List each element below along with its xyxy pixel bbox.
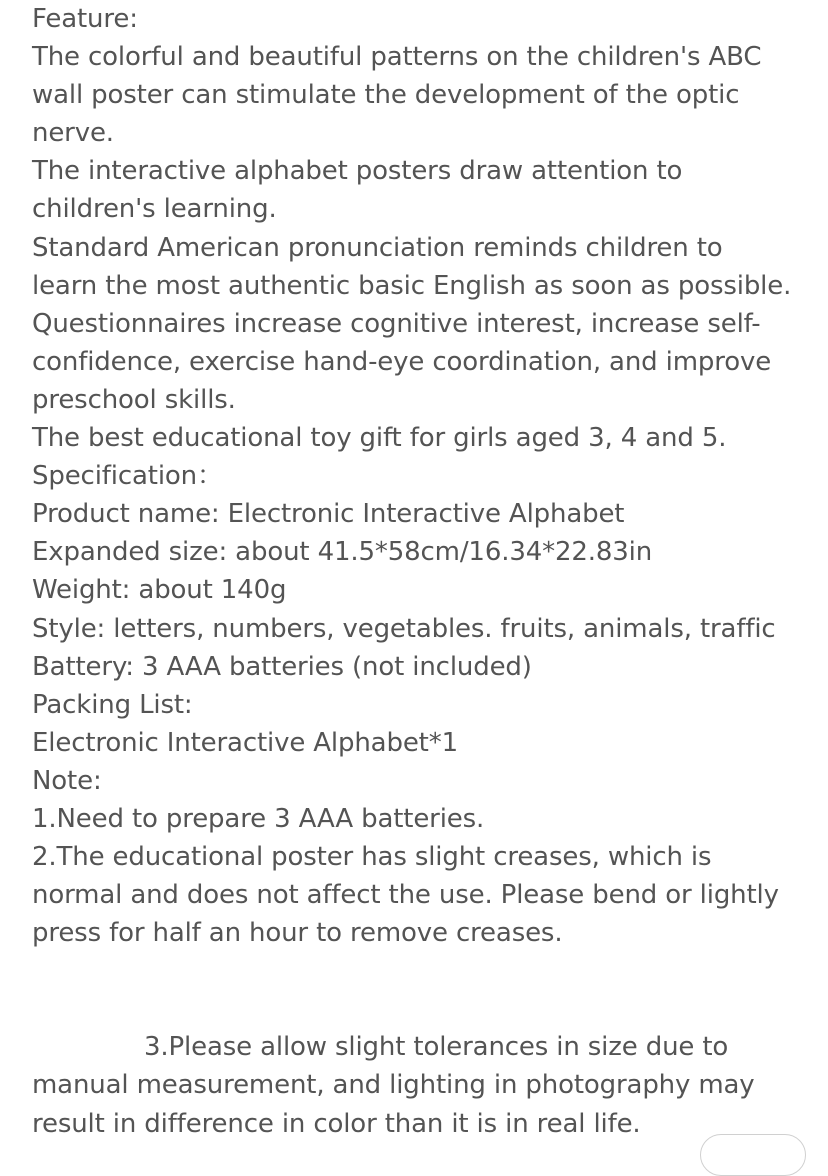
- spacer: [32, 952, 822, 1028]
- feature-text-line: Standard American pronunciation reminds children to: [32, 232, 723, 263]
- packing-list-item: Electronic Interactive Alphabet*1: [32, 727, 458, 758]
- note-item-2-line: 2.The educational poster has slight creases, which is: [32, 842, 712, 873]
- feature-text-line: Questionnaires increase cognitive interest, increase self-: [32, 308, 761, 339]
- feature-text-line: preschool skills.: [32, 384, 236, 415]
- feature-text-line: wall poster can stimulate the development of the optic: [32, 80, 740, 111]
- feature-text-line: The best educational toy gift for girls aged 3, 4 and 5.: [32, 423, 727, 454]
- feature-text-line: nerve.: [32, 118, 114, 149]
- note-item-1: 1.Need to prepare 3 AAA batteries.: [32, 803, 485, 834]
- note-item-3-line: 3.Please allow slight tolerances in size due to: [144, 1032, 729, 1063]
- spec-battery: Battery: 3 AAA batteries (not included): [32, 651, 532, 682]
- feature-text-line: learn the most authentic basic English as soon as possible.: [32, 270, 792, 301]
- note-item-3-line: result in difference in color than it is in real life.: [32, 1108, 641, 1139]
- product-description: [32, 0, 822, 1143]
- specification-heading: Specification：: [32, 461, 223, 492]
- feature-text-line: children's learning.: [32, 194, 277, 225]
- feature-text-line: The colorful and beautiful patterns on the children's ABC: [32, 42, 762, 73]
- spec-style: Style: letters, numbers, vegetables. fruits, animals, traffic: [32, 613, 776, 644]
- spec-weight: Weight: about 140g: [32, 575, 287, 606]
- feature-heading: Feature:: [32, 4, 138, 34]
- packing-list-heading: Packing List:: [32, 689, 193, 720]
- note-item-3-line: manual measurement, and lighting in photography may: [32, 1070, 755, 1101]
- spec-product-name: Product name: Electronic Interactive Alphabet: [32, 499, 625, 530]
- scroll-to-top-button[interactable]: [700, 1134, 806, 1176]
- note-heading: Note:: [32, 765, 102, 796]
- spec-expanded-size: Expanded size: about 41.5*58cm/16.34*22.83in: [32, 537, 653, 568]
- note-item-2-line: press for half an hour to remove creases.: [32, 918, 563, 949]
- feature-text-line: The interactive alphabet posters draw attention to: [32, 156, 683, 187]
- feature-text-line: confidence, exercise hand-eye coordination, and improve: [32, 346, 772, 377]
- note-item-2-line: normal and does not affect the use. Please bend or lightly: [32, 880, 779, 911]
